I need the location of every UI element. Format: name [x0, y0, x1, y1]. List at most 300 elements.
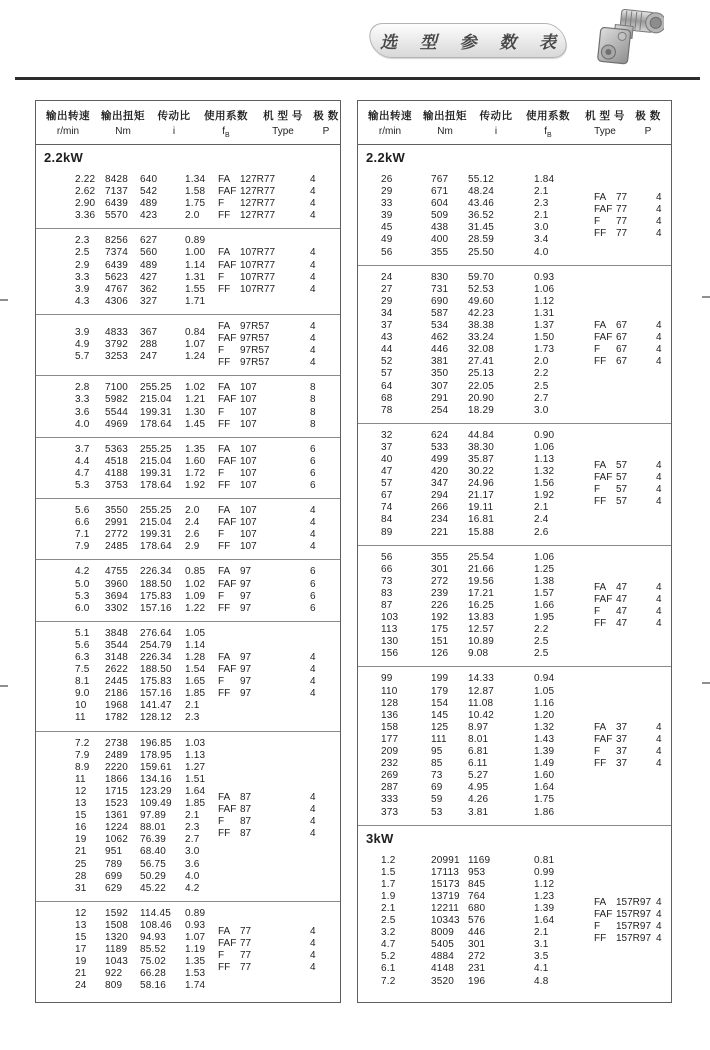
type-list: [218, 382, 340, 430]
cell-torque: 355: [431, 551, 449, 563]
cell-ratio: 52.53: [468, 283, 495, 295]
header-unit: Type: [272, 126, 294, 137]
cell-ratio: 12.57: [468, 624, 495, 636]
data-block: [358, 168, 671, 265]
cell-torque: 226: [431, 600, 449, 611]
type-row: [594, 582, 671, 594]
cell-poles: 4: [310, 517, 316, 529]
table-row: [75, 712, 218, 724]
cell-type: [594, 320, 656, 332]
table-row: [75, 944, 218, 956]
cell-torque: 690: [431, 295, 449, 307]
cell-service-factor: 0.99: [534, 866, 555, 878]
cell-torque: 1866: [105, 773, 129, 785]
cell-speed: 83: [381, 587, 393, 599]
cell-torque: 3694: [105, 590, 129, 602]
type-row: [218, 938, 340, 950]
cell-speed: 12: [75, 785, 87, 797]
type-size: 37: [616, 733, 628, 745]
cell-torque: 6439: [105, 259, 129, 271]
cell-type: [218, 284, 310, 296]
cell-service-factor: 1.13: [185, 749, 206, 761]
cell-type: [594, 594, 656, 606]
type-size: 87: [240, 816, 252, 828]
type-size: 77: [616, 216, 628, 228]
cell-type: [218, 591, 310, 603]
type-row: [218, 950, 340, 962]
type-row: [594, 460, 671, 472]
type-prefix: FA: [218, 174, 231, 185]
cell-poles: 4: [656, 332, 662, 344]
cell-poles: 8: [310, 406, 316, 418]
cell-service-factor: 1.64: [534, 915, 555, 927]
type-size: 87: [240, 804, 252, 816]
cell-speed: 34: [381, 307, 393, 319]
cell-ratio: 20.90: [468, 392, 495, 404]
cell-service-factor: 1.12: [534, 878, 555, 890]
header-col: [96, 108, 150, 139]
cell-ratio: 199.31: [140, 406, 172, 418]
table-row: [381, 636, 594, 648]
cell-service-factor: 1.37: [534, 320, 555, 332]
type-list: [218, 566, 340, 614]
crop-mark: [0, 685, 8, 687]
cell-torque: 7100: [105, 382, 129, 394]
cell-speed: 5.1: [75, 627, 90, 639]
cell-ratio: 542: [140, 186, 158, 198]
cell-speed: 3.3: [75, 394, 90, 406]
cell-ratio: 178.64: [140, 479, 172, 491]
table-row: [75, 284, 218, 296]
table-row: [75, 235, 218, 247]
cell-poles: 4: [310, 271, 316, 283]
cell-ratio: 50.29: [140, 870, 167, 882]
cell-ratio: 953: [468, 866, 486, 878]
cell-torque: 15173: [431, 878, 460, 890]
cell-speed: 5.7: [75, 351, 90, 363]
header-col: [40, 108, 96, 139]
cell-service-factor: 1.05: [534, 685, 555, 697]
cell-torque: 179: [431, 685, 449, 697]
cell-speed: 209: [381, 746, 399, 758]
cell-service-factor: 1.60: [534, 770, 555, 782]
data-block: [36, 437, 340, 498]
cell-service-factor: 1.56: [534, 478, 555, 490]
cell-service-factor: 4.2: [185, 882, 200, 894]
table-row: [75, 700, 218, 712]
cell-service-factor: 1.85: [185, 688, 206, 700]
cell-service-factor: 2.2: [534, 624, 549, 636]
cell-speed: 56: [381, 551, 393, 563]
type-row: [218, 566, 340, 578]
cell-speed: 11: [75, 773, 86, 785]
cell-speed: 7.2: [381, 975, 396, 987]
type-prefix: FAF: [218, 664, 237, 676]
cell-ratio: 85.52: [140, 944, 167, 956]
table-row: [381, 368, 594, 380]
cell-ratio: 196: [468, 975, 486, 987]
table-row: [75, 566, 218, 578]
cell-service-factor: 1.28: [185, 652, 206, 663]
cell-poles: 4: [310, 688, 316, 700]
cell-torque: 922: [105, 968, 123, 980]
cell-speed: 21: [75, 846, 87, 858]
cell-torque: 272: [431, 575, 449, 587]
table-row: [381, 915, 594, 927]
cell-service-factor: 2.9: [185, 541, 200, 553]
type-size: 57: [616, 496, 628, 508]
cell-speed: 5.6: [75, 505, 90, 517]
type-prefix: FF: [218, 541, 231, 553]
type-prefix: FF: [218, 688, 231, 700]
cell-torque: 3148: [105, 652, 129, 663]
type-size: 97R57: [240, 357, 270, 369]
cell-type: [218, 382, 310, 394]
cell-speed: 373: [381, 806, 399, 818]
type-size: 97: [240, 688, 252, 700]
cell-speed: 57: [381, 478, 393, 490]
header-divider: [15, 77, 700, 80]
cell-poles: 4: [656, 204, 662, 216]
cell-speed: 3.2: [381, 927, 396, 939]
cell-speed: 40: [381, 453, 393, 465]
cell-type: [218, 828, 310, 840]
cell-service-factor: 2.6: [185, 529, 200, 541]
cell-type: [218, 529, 310, 541]
cell-service-factor: 4.0: [185, 870, 200, 882]
data-block: [36, 498, 340, 559]
table-row: [75, 419, 218, 431]
power-section: [358, 825, 671, 994]
type-prefix: FF: [594, 228, 607, 240]
cell-speed: 287: [381, 782, 399, 794]
cell-type: [218, 260, 310, 272]
cell-type: [218, 603, 310, 615]
data-rows: [358, 430, 594, 539]
cell-ratio: 109.49: [140, 798, 172, 810]
cell-torque: 438: [431, 222, 449, 234]
cell-service-factor: 0.89: [185, 235, 206, 247]
cell-speed: 29: [381, 295, 393, 307]
cell-ratio: 35.87: [468, 453, 495, 465]
cell-poles: 4: [310, 828, 316, 840]
type-row: [218, 321, 340, 333]
type-row: [218, 664, 340, 676]
cell-service-factor: 1.00: [185, 247, 206, 259]
cell-speed: 1.7: [381, 878, 396, 890]
cell-service-factor: 1.03: [185, 737, 206, 749]
cell-torque: 1592: [105, 907, 129, 919]
cell-speed: 7.1: [75, 529, 90, 541]
type-prefix: FF: [594, 933, 607, 945]
data-rows: [36, 235, 218, 308]
cell-poles: 4: [310, 816, 316, 828]
cell-service-factor: 1.51: [185, 773, 206, 785]
cell-torque: 111: [431, 733, 447, 745]
cell-speed: 4.9: [75, 339, 90, 351]
cell-poles: 4: [310, 186, 316, 198]
cell-service-factor: 1.39: [534, 746, 555, 758]
data-block: [358, 666, 671, 824]
table-row: [75, 394, 218, 406]
type-size: 157R97: [616, 933, 652, 945]
cell-torque: 73: [431, 770, 443, 782]
cell-torque: 291: [431, 392, 449, 404]
type-size: 127R77: [240, 186, 276, 198]
cell-poles: 4: [656, 356, 662, 368]
type-prefix: FAF: [218, 394, 237, 406]
type-size: 77: [616, 228, 628, 240]
cell-speed: 28: [75, 870, 87, 882]
cell-speed: 2.1: [381, 902, 396, 914]
cell-service-factor: 2.3: [185, 822, 200, 834]
cell-ratio: 48.24: [468, 186, 495, 198]
cell-speed: 232: [381, 758, 399, 770]
cell-service-factor: 1.73: [534, 344, 555, 356]
header-label-cn: 输出扭矩: [101, 110, 145, 122]
cell-type: [594, 192, 656, 204]
type-row: [594, 758, 671, 770]
table-row: [75, 883, 218, 895]
cell-service-factor: 2.0: [185, 210, 200, 222]
cell-service-factor: 1.85: [185, 798, 206, 810]
table-row: [381, 514, 594, 526]
cell-poles: 4: [656, 618, 662, 630]
cell-type: [218, 444, 310, 456]
cell-ratio: 226.34: [140, 652, 172, 663]
type-prefix: FF: [218, 210, 231, 222]
cell-speed: 29: [381, 186, 393, 198]
cell-speed: 2.90: [75, 198, 96, 210]
cell-torque: 446: [431, 344, 449, 356]
cell-service-factor: 1.45: [185, 418, 206, 430]
cell-speed: 67: [381, 490, 393, 502]
cell-speed: 37: [381, 320, 393, 332]
type-prefix: FAF: [594, 472, 613, 484]
table-row: [75, 774, 218, 786]
table-row: [75, 186, 218, 198]
cell-service-factor: 4.0: [534, 246, 549, 258]
type-row: [594, 897, 671, 909]
cell-poles: 6: [310, 479, 316, 491]
type-size: 127R77: [240, 174, 276, 185]
table-row: [75, 272, 218, 284]
cell-torque: 1361: [105, 810, 129, 822]
cell-torque: 3848: [105, 627, 129, 639]
cell-service-factor: 1.13: [534, 453, 555, 465]
cell-torque: 2485: [105, 541, 129, 553]
cell-torque: 10343: [431, 915, 460, 927]
cell-ratio: 134.16: [140, 773, 172, 785]
table-row: [75, 968, 218, 980]
cell-torque: 4833: [105, 326, 129, 338]
cell-speed: 16: [75, 822, 87, 834]
table-row: [381, 612, 594, 624]
type-size: 47: [616, 618, 628, 630]
cell-ratio: 423: [140, 210, 158, 222]
type-size: 107R77: [240, 247, 276, 259]
cell-speed: 3.3: [75, 271, 90, 283]
cell-type: [218, 579, 310, 591]
type-row: [594, 722, 671, 734]
header-col: [254, 108, 312, 139]
cell-ratio: 56.75: [140, 858, 167, 870]
header-col: [634, 108, 662, 139]
cell-service-factor: 1.43: [534, 733, 555, 745]
cell-speed: 68: [381, 392, 393, 404]
cell-service-factor: 1.31: [185, 271, 206, 283]
cell-speed: 15: [75, 810, 87, 822]
cell-torque: 350: [431, 368, 449, 380]
cell-speed: 5.3: [75, 479, 90, 491]
type-size: 107R77: [240, 283, 276, 295]
cell-service-factor: 1.64: [185, 785, 206, 797]
cell-service-factor: 2.0: [185, 505, 200, 517]
cell-speed: 64: [381, 380, 393, 392]
cell-ratio: 199.31: [140, 467, 172, 479]
type-row: [218, 688, 340, 700]
table-row: [75, 529, 218, 541]
cell-ratio: 114.45: [140, 907, 172, 919]
cell-ratio: 367: [140, 326, 158, 338]
cell-service-factor: 1.57: [534, 587, 555, 599]
table-row: [381, 867, 594, 879]
type-prefix: F: [594, 606, 601, 618]
type-prefix: FA: [218, 652, 231, 663]
type-size: 77: [240, 962, 252, 974]
table-row: [75, 786, 218, 798]
type-prefix: F: [218, 406, 225, 418]
cell-poles: 4: [656, 472, 662, 484]
cell-ratio: 25.50: [468, 246, 495, 258]
table-row: [75, 664, 218, 676]
cell-torque: 3550: [105, 505, 129, 517]
cell-torque: 1968: [105, 700, 129, 712]
cell-torque: 234: [431, 514, 449, 526]
cell-type: [218, 198, 310, 210]
cell-type: [218, 186, 310, 198]
cell-torque: 1715: [105, 785, 129, 797]
type-size: 107: [240, 455, 257, 467]
table-header: [358, 101, 671, 145]
cell-ratio: 9.08: [468, 648, 489, 660]
table-row: [75, 468, 218, 480]
cell-torque: 4767: [105, 283, 129, 295]
table-row: [381, 939, 594, 951]
type-row: [218, 591, 340, 603]
type-row: [218, 804, 340, 816]
type-row: [218, 603, 340, 615]
cell-service-factor: 2.5: [534, 636, 549, 648]
type-prefix: F: [218, 676, 225, 688]
cell-torque: 629: [105, 882, 123, 894]
cell-ratio: 108.46: [140, 919, 172, 931]
cell-ratio: 45.22: [140, 882, 167, 894]
type-prefix: F: [594, 344, 601, 356]
selection-table-left: [35, 100, 341, 1003]
cell-ratio: 226.34: [140, 566, 172, 578]
cell-ratio: 560: [140, 247, 158, 259]
type-row: [218, 676, 340, 688]
cell-type: [594, 496, 656, 508]
cell-type: [218, 804, 310, 816]
type-row: [218, 926, 340, 938]
type-size: 127R77: [240, 210, 276, 222]
data-block: [358, 849, 671, 994]
cell-torque: 2991: [105, 517, 129, 529]
cell-poles: 4: [310, 259, 316, 271]
type-prefix: F: [594, 921, 601, 933]
cell-service-factor: 1.92: [534, 490, 555, 502]
cell-ratio: 19.11: [468, 502, 494, 514]
table-row: [75, 579, 218, 591]
header-label-cn: 输出扭矩: [423, 110, 467, 122]
cell-type: [218, 210, 310, 222]
cell-type: [594, 460, 656, 472]
cell-speed: 3.6: [75, 406, 90, 418]
cell-torque: 7374: [105, 247, 129, 259]
table-row: [75, 652, 218, 664]
type-prefix: FA: [218, 247, 231, 259]
cell-type: [218, 468, 310, 480]
data-rows: [36, 628, 218, 725]
cell-service-factor: 1.35: [185, 443, 206, 455]
cell-speed: 269: [381, 770, 399, 782]
cell-ratio: 16.81: [468, 514, 495, 526]
table-row: [381, 782, 594, 794]
table-row: [75, 260, 218, 272]
cell-ratio: 255.25: [140, 505, 172, 517]
cell-ratio: 845: [468, 878, 486, 890]
cell-type: [218, 938, 310, 950]
type-size: 77: [616, 204, 628, 216]
type-row: [594, 204, 671, 216]
cell-speed: 27: [381, 283, 393, 295]
cell-poles: 4: [310, 541, 316, 553]
cell-torque: 221: [431, 526, 449, 538]
table-row: [381, 879, 594, 891]
cell-speed: 128: [381, 697, 399, 709]
cell-ratio: 30.22: [468, 466, 495, 478]
cell-service-factor: 1.30: [185, 406, 206, 418]
title-badge: [370, 23, 566, 58]
type-row: [218, 419, 340, 431]
cell-service-factor: 0.90: [534, 429, 555, 441]
type-prefix: FAF: [218, 333, 237, 345]
cell-service-factor: 1.06: [534, 551, 555, 563]
cell-speed: 10: [75, 700, 87, 712]
cell-type: [594, 228, 656, 240]
type-list: [594, 897, 671, 945]
cell-speed: 4.7: [75, 467, 90, 479]
type-prefix: FAF: [218, 938, 237, 950]
cell-poles: 4: [656, 320, 662, 332]
cell-speed: 7.2: [75, 737, 90, 749]
cell-torque: 3302: [105, 602, 129, 614]
cell-torque: 355: [431, 246, 449, 258]
cell-speed: 6.3: [75, 652, 90, 663]
table-row: [75, 738, 218, 750]
header-col: [198, 108, 254, 139]
table-row: [381, 344, 594, 356]
type-prefix: FF: [218, 357, 231, 369]
type-prefix: FF: [594, 496, 607, 508]
cell-speed: 1.9: [381, 890, 396, 902]
type-prefix: F: [218, 467, 225, 479]
type-prefix: FAF: [218, 804, 237, 816]
cell-type: [218, 652, 310, 664]
cell-service-factor: 2.1: [185, 810, 200, 822]
